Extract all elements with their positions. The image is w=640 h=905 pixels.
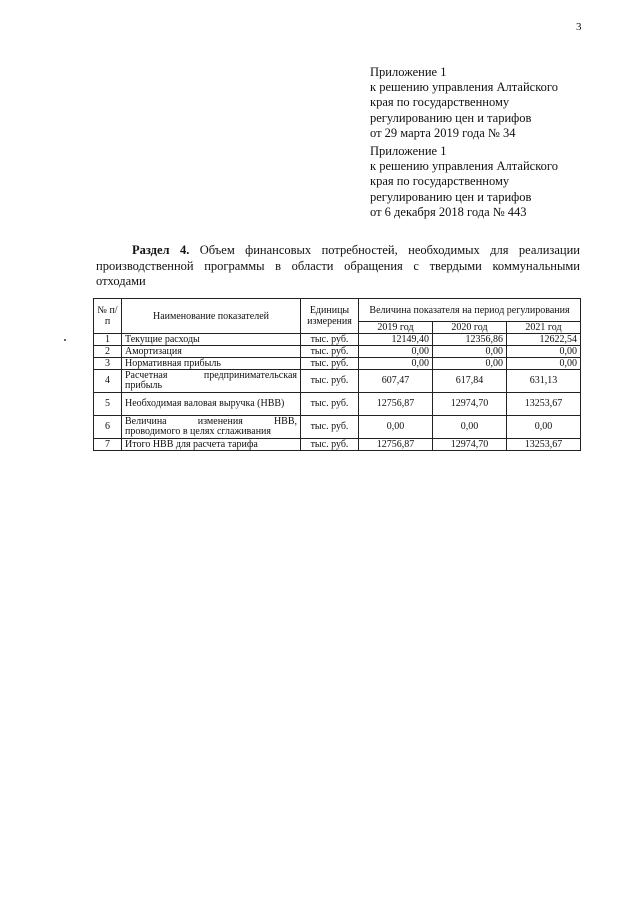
row-unit: тыс. руб. (301, 334, 359, 346)
appendix-1-line: регулированию цен и тарифов (370, 110, 532, 125)
row-value-2021: 13253,67 (507, 393, 581, 416)
row-name: Амортизация (122, 346, 301, 358)
row-value-2020: 12356,86 (433, 334, 507, 346)
row-name: Расчетная предпринимательская прибыль (122, 370, 301, 393)
row-unit: тыс. руб. (301, 416, 359, 439)
section-heading (96, 243, 580, 290)
row-value-2021: 0,00 (507, 416, 581, 439)
row-value-2021: 631,13 (507, 370, 581, 393)
row-value-2019: 0,00 (359, 346, 433, 358)
row-value-2019: 0,00 (359, 358, 433, 370)
row-value-2020: 617,84 (433, 370, 507, 393)
table-row (94, 334, 581, 346)
appendix-2-line: края по государственному (370, 174, 510, 189)
row-num: 6 (94, 416, 122, 439)
scan-speck (64, 339, 66, 341)
row-num: 4 (94, 370, 122, 393)
appendix-2-line: Приложение 1 (370, 144, 447, 158)
row-name: Величина изменения НВВ, проводимого в целях сглаживания (122, 416, 301, 439)
table-row (94, 370, 581, 393)
row-unit: тыс. руб. (301, 393, 359, 416)
appendix-2-line: к решению управления Алтайского (370, 159, 558, 174)
row-value-2019: 12756,87 (359, 439, 433, 451)
appendix-block-1 (370, 65, 558, 141)
row-value-2019: 0,00 (359, 416, 433, 439)
appendix-1-line: Приложение 1 (370, 65, 447, 79)
row-value-2021: 0,00 (507, 358, 581, 370)
header-period: Величина показателя на период регулирования (359, 299, 581, 322)
row-value-2021: 0,00 (507, 346, 581, 358)
row-unit: тыс. руб. (301, 346, 359, 358)
table-row (94, 439, 581, 451)
row-value-2019: 607,47 (359, 370, 433, 393)
row-num: 1 (94, 334, 122, 346)
row-value-2020: 12974,70 (433, 393, 507, 416)
table-row (94, 393, 581, 416)
appendix-2-line: регулированию цен и тарифов (370, 189, 532, 204)
financial-needs-table (93, 298, 581, 451)
header-year: 2019 год (359, 322, 433, 334)
header-num: № п/п (94, 299, 122, 334)
row-num: 5 (94, 393, 122, 416)
row-name: Текущие расходы (122, 334, 301, 346)
row-value-2020: 0,00 (433, 358, 507, 370)
row-value-2020: 0,00 (433, 416, 507, 439)
row-value-2020: 0,00 (433, 346, 507, 358)
table-row (94, 346, 581, 358)
header-name: Наименование показателей (122, 299, 301, 334)
row-num: 3 (94, 358, 122, 370)
row-value-2020: 12974,70 (433, 439, 507, 451)
row-value-2021: 13253,67 (507, 439, 581, 451)
appendix-1-line: от 29 марта 2019 года № 34 (370, 125, 516, 140)
appendix-block-2 (370, 144, 558, 220)
appendix-2-line: от 6 декабря 2018 года № 443 (370, 204, 527, 219)
row-name: Необходимая валовая выручка (НВВ) (122, 393, 301, 416)
header-year: 2021 год (507, 322, 581, 334)
row-value-2021: 12622,54 (507, 334, 581, 346)
row-unit: тыс. руб. (301, 370, 359, 393)
header-year: 2020 год (433, 322, 507, 334)
row-unit: тыс. руб. (301, 439, 359, 451)
row-value-2019: 12756,87 (359, 393, 433, 416)
row-num: 7 (94, 439, 122, 451)
page-number: 3 (576, 21, 582, 33)
row-value-2019: 12149,40 (359, 334, 433, 346)
table-row (94, 358, 581, 370)
table-row (94, 416, 581, 439)
section-title: Объем финансовых потребностей, необходимых для реализации производственной программы в области обращения с твердыми коммунальными отходами (96, 243, 580, 288)
appendix-1-line: к решению управления Алтайского (370, 80, 558, 95)
appendix-1-line: края по государственному (370, 95, 510, 110)
row-unit: тыс. руб. (301, 358, 359, 370)
row-num: 2 (94, 346, 122, 358)
header-unit: Единицы измерения (301, 299, 359, 334)
row-name: Нормативная прибыль (122, 358, 301, 370)
section-label: Раздел 4. (132, 243, 190, 257)
row-name: Итого НВВ для расчета тарифа (122, 439, 301, 451)
